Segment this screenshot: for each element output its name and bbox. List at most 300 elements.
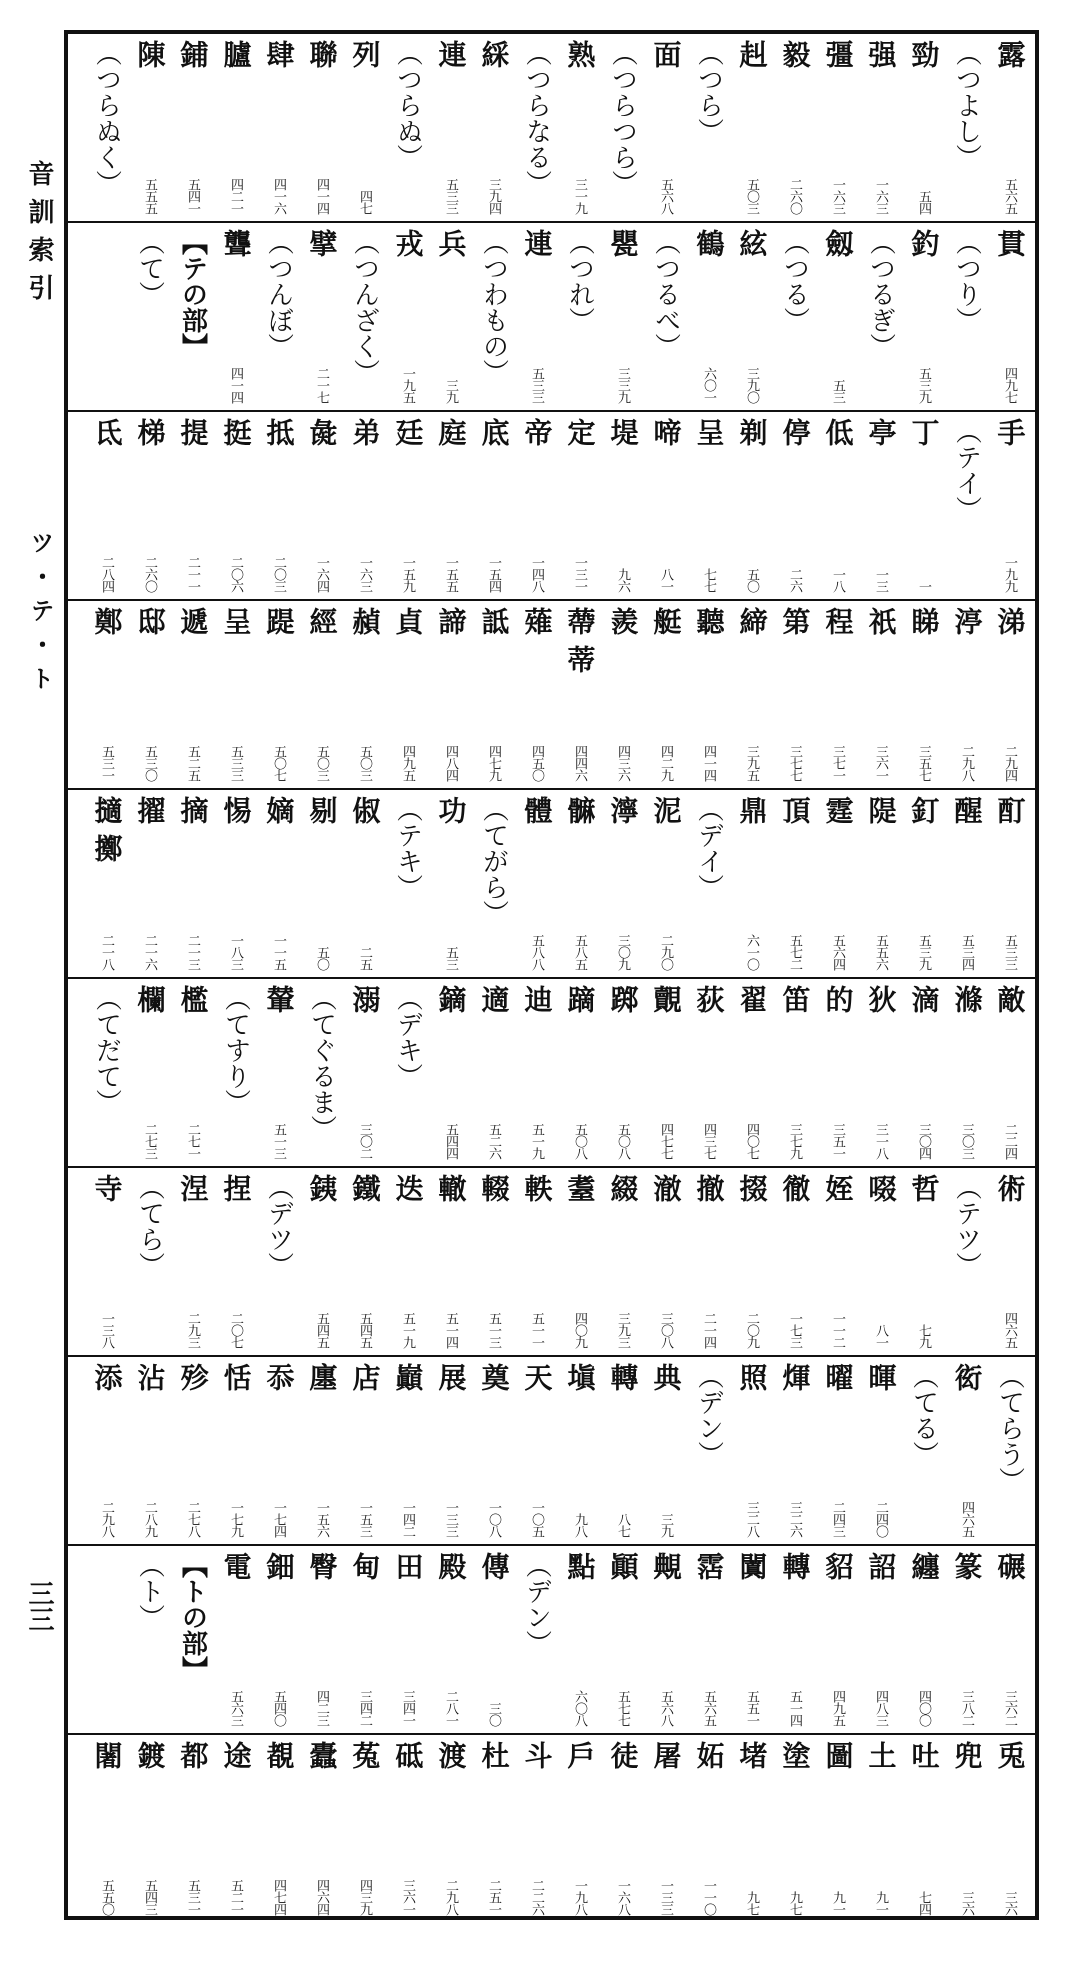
entry-character: 諦 bbox=[434, 607, 468, 635]
index-entry bbox=[902, 1552, 945, 1728]
entry-page: 二〇九 bbox=[744, 1312, 759, 1348]
index-entry bbox=[515, 985, 558, 1161]
entry-page: 九一 bbox=[830, 1891, 845, 1915]
index-entry bbox=[472, 607, 515, 783]
entry-page: 五三九 bbox=[916, 934, 931, 970]
entry-character: （つらぬ） bbox=[392, 40, 423, 170]
entry-character: 覥 bbox=[649, 1552, 683, 1580]
entry-character: 適 bbox=[477, 985, 511, 1013]
index-entry bbox=[601, 1741, 644, 1917]
entry-character: 甖 bbox=[606, 229, 640, 257]
index-entry bbox=[816, 1552, 859, 1728]
entry-character: 詆 bbox=[477, 607, 511, 635]
index-entry bbox=[730, 1552, 773, 1728]
index-entry bbox=[558, 1363, 601, 1539]
entry-character: 店 bbox=[348, 1363, 382, 1391]
index-entry bbox=[472, 1174, 515, 1350]
entry-character: 殿 bbox=[434, 1552, 468, 1580]
entry-page: 五四五 bbox=[314, 1312, 329, 1348]
entry-page: 七七 bbox=[701, 568, 716, 592]
entry-character: （てらう） bbox=[994, 1363, 1025, 1493]
entry-page: 二五 bbox=[357, 946, 372, 970]
entry-character: 聯 bbox=[305, 40, 339, 68]
entry-character: 銕 bbox=[305, 1174, 339, 1202]
index-table bbox=[64, 30, 1039, 1920]
entry-character: 軼 bbox=[520, 1174, 554, 1202]
entry-character: 臚 bbox=[219, 40, 253, 68]
index-entry bbox=[386, 1174, 429, 1350]
entry-character: 堤 bbox=[606, 418, 640, 446]
index-entry bbox=[85, 607, 128, 783]
entry-page: 七九 bbox=[916, 1324, 931, 1348]
index-entry bbox=[343, 796, 386, 972]
index-entry bbox=[730, 607, 773, 783]
entry-character: 點 bbox=[563, 1552, 597, 1580]
entry-character: （デン） bbox=[693, 1363, 724, 1467]
entry-page: 一六三 bbox=[830, 178, 845, 214]
entry-character: 鋪 bbox=[176, 40, 210, 68]
entry-page: 五六三 bbox=[228, 1690, 243, 1726]
index-entry bbox=[773, 796, 816, 972]
entry-page: 三〇二 bbox=[357, 1123, 372, 1159]
entry-page: 四一四 bbox=[314, 178, 329, 214]
index-entry bbox=[816, 40, 859, 216]
index-entry bbox=[773, 418, 816, 594]
entry-character: 臀 bbox=[305, 1552, 339, 1580]
index-entry bbox=[945, 1363, 988, 1539]
entry-character: 程 bbox=[821, 607, 855, 635]
entry-page: 二七一 bbox=[185, 1123, 200, 1159]
entry-character: 彊 bbox=[821, 40, 855, 68]
entry-character: 戶 bbox=[563, 1741, 597, 1769]
index-entry bbox=[644, 1741, 687, 1917]
entry-page: 一六八 bbox=[615, 1879, 630, 1915]
index-entry bbox=[816, 985, 859, 1161]
entry-page: 一八 bbox=[830, 568, 845, 592]
entry-page: 一七三 bbox=[787, 1312, 802, 1348]
entry-page: 五一三 bbox=[271, 1123, 286, 1159]
entry-page: 五一四 bbox=[787, 1690, 802, 1726]
reading-heading bbox=[859, 229, 902, 405]
index-entry bbox=[988, 1552, 1031, 1728]
index-entry bbox=[730, 229, 773, 405]
index-entry bbox=[730, 985, 773, 1161]
entry-character: 睇 bbox=[907, 607, 941, 635]
entry-page: 二〇三 bbox=[271, 556, 286, 592]
entry-page: 三五一 bbox=[830, 1123, 845, 1159]
entry-page: 三七一 bbox=[830, 745, 845, 781]
entry-page: 四一四 bbox=[701, 745, 716, 781]
reading-heading bbox=[300, 985, 343, 1161]
entry-character: （つれ） bbox=[564, 229, 595, 333]
index-entry bbox=[902, 796, 945, 972]
entry-page: 二七三 bbox=[142, 1123, 157, 1159]
entry-character: （つらつら） bbox=[607, 40, 638, 196]
index-entry bbox=[859, 418, 902, 594]
entry-page: 九七 bbox=[744, 1891, 759, 1915]
entry-page: 五三三 bbox=[443, 178, 458, 214]
entry-page: 六〇一 bbox=[701, 367, 716, 403]
entry-character: 濘 bbox=[606, 796, 640, 824]
entry-character: 曜 bbox=[821, 1363, 855, 1391]
index-entry bbox=[257, 796, 300, 972]
entry-page: 一七九 bbox=[228, 1501, 243, 1537]
index-entry bbox=[171, 1363, 214, 1539]
entry-character: 隄 bbox=[864, 796, 898, 824]
entry-page: 一四八 bbox=[529, 556, 544, 592]
entry-page: 三二八 bbox=[744, 1501, 759, 1537]
entry-character: 奠 bbox=[477, 1363, 511, 1391]
entry-page: 五六八 bbox=[658, 178, 673, 214]
index-entry bbox=[515, 418, 558, 594]
reading-heading bbox=[515, 1552, 558, 1728]
entry-page: 二八四 bbox=[99, 556, 114, 592]
reading-heading bbox=[343, 229, 386, 405]
entry-character: 露 bbox=[993, 40, 1027, 68]
entry-page: 二九〇 bbox=[658, 934, 673, 970]
index-band bbox=[68, 34, 1035, 223]
entry-page: 四八三 bbox=[873, 1690, 888, 1726]
index-entry bbox=[300, 1363, 343, 1539]
entry-character: 泥 bbox=[649, 796, 683, 824]
index-entry bbox=[300, 418, 343, 594]
entry-character: 術 bbox=[993, 1174, 1027, 1202]
entry-page: 五四五 bbox=[357, 1312, 372, 1348]
index-band bbox=[68, 790, 1035, 979]
index-entry bbox=[300, 796, 343, 972]
reading-heading bbox=[945, 418, 988, 594]
entry-page: 三九三 bbox=[615, 1312, 630, 1348]
entry-page: 三一九 bbox=[572, 178, 587, 214]
entry-character: 羨 bbox=[606, 607, 640, 635]
reading-heading bbox=[601, 40, 644, 216]
entry-page: 九七 bbox=[787, 1891, 802, 1915]
entry-character: 溺 bbox=[348, 985, 382, 1013]
entry-character: 迪 bbox=[520, 985, 554, 1013]
index-entry bbox=[601, 607, 644, 783]
entry-page: 五二六 bbox=[486, 1123, 501, 1159]
entry-character: 田 bbox=[391, 1552, 425, 1580]
index-entry bbox=[945, 607, 988, 783]
entry-character: 塡 bbox=[563, 1363, 597, 1391]
entry-character: （つんざく） bbox=[349, 229, 380, 385]
index-entry bbox=[343, 607, 386, 783]
entry-character: 提 bbox=[176, 418, 210, 446]
entry-character: 聽 bbox=[692, 607, 726, 635]
entry-character: （つんぼ） bbox=[263, 229, 294, 359]
entry-page: 五〇三 bbox=[744, 178, 759, 214]
index-entry bbox=[429, 1552, 472, 1728]
entry-page: 一三三 bbox=[658, 1879, 673, 1915]
entry-character: 嫡 bbox=[262, 796, 296, 824]
entry-character: 衒 bbox=[950, 1363, 984, 1391]
entry-page: 二一七 bbox=[314, 367, 329, 403]
index-entry bbox=[730, 418, 773, 594]
index-entry bbox=[85, 1363, 128, 1539]
index-entry bbox=[687, 607, 730, 783]
reading-heading bbox=[945, 40, 988, 216]
entry-character: 鏑 bbox=[434, 985, 468, 1013]
entry-page: 二九八 bbox=[99, 1501, 114, 1537]
index-entry bbox=[429, 607, 472, 783]
entry-character: 沾 bbox=[133, 1363, 167, 1391]
section-heading bbox=[171, 229, 214, 405]
entry-character: 遞 bbox=[176, 607, 210, 635]
reading-heading bbox=[687, 40, 730, 216]
entry-page: 五一四 bbox=[443, 1312, 458, 1348]
entry-character: 惕 bbox=[219, 796, 253, 824]
entry-page: 四七 bbox=[357, 190, 372, 214]
entry-character: （デキ） bbox=[392, 985, 423, 1089]
entry-character: 鄭 bbox=[90, 607, 124, 635]
entry-character: 添 bbox=[90, 1363, 124, 1391]
entry-character: 勁 bbox=[907, 40, 941, 68]
entry-page: 二一六 bbox=[142, 934, 157, 970]
index-entry bbox=[601, 1363, 644, 1539]
index-entry bbox=[515, 607, 558, 783]
entry-page: 六一〇 bbox=[744, 934, 759, 970]
entry-page: 五八五 bbox=[572, 934, 587, 970]
index-entry bbox=[859, 796, 902, 972]
entry-character: 聾 bbox=[219, 229, 253, 257]
entry-page: 八一 bbox=[658, 568, 673, 592]
entry-character: 邸 bbox=[133, 607, 167, 635]
entry-character: 篆 bbox=[950, 1552, 984, 1580]
entry-page: 一六三 bbox=[873, 178, 888, 214]
entry-page: 四一六 bbox=[271, 178, 286, 214]
reading-heading bbox=[128, 1552, 171, 1728]
index-entry bbox=[945, 1741, 988, 1917]
entry-character: 綴 bbox=[606, 1174, 640, 1202]
entry-character: 薙 bbox=[520, 607, 554, 635]
index-entry bbox=[601, 418, 644, 594]
index-entry bbox=[257, 1552, 300, 1728]
entry-page: 八一 bbox=[873, 1324, 888, 1348]
entry-page: 二七八 bbox=[185, 1501, 200, 1537]
entry-page: 三七七 bbox=[787, 745, 802, 781]
reading-heading bbox=[988, 1363, 1031, 1539]
entry-page: 四二九 bbox=[658, 745, 673, 781]
entry-character: 捏 bbox=[219, 1174, 253, 1202]
index-entry bbox=[601, 1174, 644, 1350]
index-entry bbox=[730, 796, 773, 972]
entry-page: 三六 bbox=[1002, 1891, 1017, 1915]
entry-character: 纏 bbox=[907, 1552, 941, 1580]
entry-page: 五三九 bbox=[916, 367, 931, 403]
entry-character: 展 bbox=[434, 1363, 468, 1391]
index-entry bbox=[171, 796, 214, 972]
entry-character: 菟 bbox=[348, 1741, 382, 1769]
entry-page: 一五六 bbox=[314, 1501, 329, 1537]
entry-page: 三〇八 bbox=[658, 1312, 673, 1348]
entry-page: 一八三 bbox=[228, 934, 243, 970]
entry-page: 一五三 bbox=[357, 1501, 372, 1537]
index-entry bbox=[687, 1174, 730, 1350]
entry-character: 弟 bbox=[348, 418, 382, 446]
entry-character: 彘 bbox=[305, 418, 339, 446]
entry-page: 五四一 bbox=[185, 178, 200, 214]
index-entry bbox=[472, 418, 515, 594]
reading-heading bbox=[386, 796, 429, 972]
index-entry bbox=[558, 985, 601, 1161]
entry-page: 三九〇 bbox=[744, 367, 759, 403]
entry-character: 鐵 bbox=[348, 1174, 382, 1202]
entry-character: 踯 bbox=[606, 985, 640, 1013]
entry-page: 一 bbox=[916, 580, 931, 592]
entry-character: 煇 bbox=[778, 1363, 812, 1391]
index-entry bbox=[128, 1741, 171, 1917]
entry-page: 五三三 bbox=[228, 745, 243, 781]
index-band bbox=[68, 979, 1035, 1168]
index-entry bbox=[128, 40, 171, 216]
index-entry bbox=[343, 1174, 386, 1350]
entry-character: （つるべ） bbox=[650, 229, 681, 359]
entry-character: 途 bbox=[219, 1741, 253, 1769]
entry-character: 酊 bbox=[993, 796, 1027, 824]
index-entry bbox=[85, 1741, 128, 1917]
entry-page: 二六〇 bbox=[787, 178, 802, 214]
entry-character: （つる） bbox=[779, 229, 810, 333]
index-entry bbox=[85, 1174, 128, 1350]
index-entry bbox=[902, 418, 945, 594]
entry-character: 徹 bbox=[778, 1174, 812, 1202]
entry-character: 挺 bbox=[219, 418, 253, 446]
entry-page: 五六四 bbox=[830, 934, 845, 970]
entry-page: 四六四 bbox=[314, 1879, 329, 1915]
index-entry bbox=[773, 1741, 816, 1917]
index-entry bbox=[687, 1741, 730, 1917]
entry-character: 呈 bbox=[219, 607, 253, 635]
entry-page: 四二一 bbox=[228, 178, 243, 214]
entry-character: 殄 bbox=[176, 1363, 210, 1391]
entry-character: 澈 bbox=[649, 1174, 683, 1202]
entry-character: 砥 bbox=[391, 1741, 425, 1769]
entry-page: 一六四 bbox=[314, 556, 329, 592]
entry-page: 四〇七 bbox=[744, 1123, 759, 1159]
index-entry bbox=[558, 607, 601, 783]
reading-heading bbox=[945, 229, 988, 405]
index-entry bbox=[343, 418, 386, 594]
entry-page: 五三一 bbox=[99, 745, 114, 781]
entry-character: 肆 bbox=[262, 40, 296, 68]
entry-character: （デツ） bbox=[263, 1174, 294, 1278]
index-entry bbox=[472, 1552, 515, 1728]
entry-character: 【トの部】 bbox=[177, 1552, 208, 1682]
index-entry bbox=[300, 1174, 343, 1350]
index-entry bbox=[343, 985, 386, 1161]
reading-heading bbox=[128, 229, 171, 405]
index-entry bbox=[730, 40, 773, 216]
entry-page: 一〇八 bbox=[486, 1501, 501, 1537]
entry-character: 滴 bbox=[907, 985, 941, 1013]
index-entry bbox=[859, 1552, 902, 1728]
reading-heading bbox=[515, 40, 558, 216]
reading-heading bbox=[257, 229, 300, 405]
entry-page: 五六五 bbox=[1002, 178, 1017, 214]
entry-character: 釣 bbox=[907, 229, 941, 257]
entry-page: 四三六 bbox=[615, 745, 630, 781]
reading-heading bbox=[386, 985, 429, 1161]
index-entry bbox=[128, 607, 171, 783]
entry-page: 三二六 bbox=[787, 1501, 802, 1537]
entry-character: （てだて） bbox=[91, 985, 122, 1115]
entry-page: 三九四 bbox=[486, 178, 501, 214]
index-entry bbox=[429, 1363, 472, 1539]
index-entry bbox=[429, 40, 472, 216]
index-entry bbox=[85, 796, 128, 972]
index-entry bbox=[214, 1552, 257, 1728]
entry-page: 三九 bbox=[443, 379, 458, 403]
entry-character: 廛 bbox=[305, 1363, 339, 1391]
entry-page: 三九 bbox=[658, 1513, 673, 1537]
reading-heading bbox=[558, 229, 601, 405]
index-entry bbox=[257, 418, 300, 594]
entry-page: 五〇 bbox=[314, 946, 329, 970]
entry-page: 二一八 bbox=[99, 934, 114, 970]
entry-character: 熟 bbox=[563, 40, 597, 68]
entry-character: （てる） bbox=[908, 1363, 939, 1467]
reading-heading bbox=[773, 229, 816, 405]
index-entry bbox=[429, 985, 472, 1161]
index-entry bbox=[343, 1741, 386, 1917]
entry-character: 吐 bbox=[907, 1741, 941, 1769]
entry-character: 氐 bbox=[90, 418, 124, 446]
index-entry bbox=[558, 1741, 601, 1917]
index-entry bbox=[816, 1363, 859, 1539]
index-entry bbox=[902, 1741, 945, 1917]
entry-character: 【テの部】 bbox=[177, 229, 208, 359]
index-entry bbox=[386, 1741, 429, 1917]
index-entry bbox=[171, 1741, 214, 1917]
entry-character: 呈 bbox=[692, 418, 726, 446]
entry-page: 五四 bbox=[916, 190, 931, 214]
index-entry bbox=[128, 1363, 171, 1539]
index-entry bbox=[257, 40, 300, 216]
entry-page: 九一 bbox=[873, 1891, 888, 1915]
index-entry bbox=[730, 1363, 773, 1539]
index-entry bbox=[386, 607, 429, 783]
index-entry bbox=[128, 985, 171, 1161]
index-entry bbox=[429, 418, 472, 594]
entry-character: 土 bbox=[864, 1741, 898, 1769]
entry-character: 徒 bbox=[606, 1741, 640, 1769]
entry-page: 一六三 bbox=[357, 556, 372, 592]
entry-page: 五四〇 bbox=[271, 1690, 286, 1726]
entry-character: 戎 bbox=[391, 229, 425, 257]
entry-character: （つらぬく） bbox=[91, 40, 122, 196]
index-entry bbox=[429, 229, 472, 405]
entry-page: 二六〇 bbox=[142, 556, 157, 592]
index-entry bbox=[859, 1363, 902, 1539]
entry-character: 塗 bbox=[778, 1741, 812, 1769]
entry-character: 鼎 bbox=[735, 796, 769, 824]
entry-character: 顚 bbox=[606, 1552, 640, 1580]
index-entry bbox=[687, 229, 730, 405]
entry-page: 四九五 bbox=[830, 1690, 845, 1726]
entry-character: （つり） bbox=[951, 229, 982, 333]
entry-character: 剔 bbox=[305, 796, 339, 824]
entry-page: 五三三 bbox=[1002, 934, 1017, 970]
entry-character: 蹢 bbox=[563, 985, 597, 1013]
index-band bbox=[68, 223, 1035, 412]
entry-character: 赳 bbox=[735, 40, 769, 68]
entry-character: 堵 bbox=[735, 1741, 769, 1769]
entry-page: 七四 bbox=[916, 1891, 931, 1915]
index-entry bbox=[988, 1174, 1031, 1350]
entry-page: 三四一 bbox=[400, 1690, 415, 1726]
entry-character: （て） bbox=[134, 229, 165, 307]
reading-heading bbox=[214, 985, 257, 1161]
